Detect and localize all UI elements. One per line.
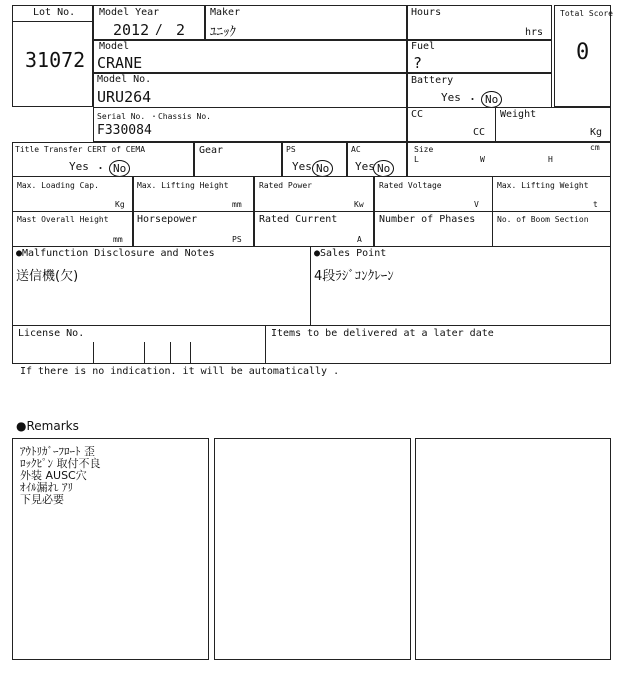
horsepower-unit: PS — [232, 235, 242, 244]
fuel-value: ? — [413, 54, 423, 72]
title-no: No — [109, 160, 130, 177]
rated-voltage-unit: V — [474, 200, 479, 209]
later-items-label: Items to be delivered at a later date — [271, 328, 494, 339]
malfunction-label: ●Malfunction Disclosure and Notes — [16, 248, 215, 259]
serial-value: F330084 — [97, 123, 152, 138]
size-w: W — [480, 155, 485, 164]
title-transfer-label: Title Transfer CERT of CEMA — [15, 145, 146, 154]
model-value: CRANE — [97, 54, 143, 72]
battery-no: No — [481, 91, 502, 108]
boom-label: No. of Boom Section — [497, 215, 589, 224]
sales-point-label: ●Sales Point — [314, 248, 387, 259]
remark-line-4: ｵｲﾙ漏れ ｱﾘ — [20, 481, 73, 494]
lot-label: Lot No. — [33, 7, 76, 18]
ps-label: PS — [286, 145, 296, 154]
mast-unit: mm — [113, 235, 123, 244]
remark-line-2: ﾛｯｸﾋﾟﾝ 取付不良 — [20, 457, 101, 470]
size-label: Size — [414, 145, 434, 154]
ac-no-circled — [373, 157, 394, 177]
model-year-separator: / — [155, 23, 163, 38]
total-score-value: 0 — [576, 40, 590, 65]
footnote: If there is no indication. it will be automatically . — [20, 366, 340, 377]
battery-dot: ・ — [467, 93, 478, 106]
gear-label: Gear — [199, 145, 224, 156]
model-no-label: Model No. — [97, 74, 152, 85]
title-no-circled — [109, 157, 130, 177]
fuel-label: Fuel — [411, 41, 436, 52]
max-lifting-weight-unit: t — [593, 200, 598, 209]
sales-point-value: 4段ﾗｼﾞｺﾝｸﾚｰﾝ — [314, 269, 394, 284]
remarks-box-3 — [415, 438, 611, 660]
maker-label: Maker — [210, 7, 241, 18]
ps-no-circled — [312, 157, 333, 177]
battery-label: Battery — [411, 75, 454, 86]
weight-label: Weight — [500, 109, 537, 120]
cc-unit: CC — [473, 127, 486, 138]
ps-yes: Yes — [292, 160, 312, 173]
max-loading-unit: Kg — [115, 200, 125, 209]
ac-yes: Yes — [355, 160, 375, 173]
model-year-value: 2012 — [113, 21, 150, 39]
title-yes: Yes — [69, 160, 89, 173]
battery-no-circled — [481, 88, 502, 108]
size-l: L — [414, 155, 419, 164]
size-unit: cm — [590, 143, 600, 152]
max-loading-label: Max. Loading Cap. — [17, 181, 99, 190]
rated-current-label: Rated Current — [259, 214, 338, 225]
size-box — [407, 142, 611, 177]
weight-unit: Kg — [590, 127, 603, 138]
ac-no: No — [373, 160, 394, 177]
hours-label: Hours — [411, 7, 442, 18]
max-lifting-weight-label: Max. Lifting Weight — [497, 181, 589, 190]
remark-line-3: 外装 AUSC穴 — [20, 469, 87, 482]
license-label: License No. — [18, 328, 85, 339]
phases-label: Number of Phases — [379, 214, 476, 225]
max-lifting-height-unit: mm — [232, 200, 242, 209]
ac-label: AC — [351, 145, 361, 154]
ps-no: No — [312, 160, 333, 177]
model-label: Model — [99, 41, 130, 52]
hours-unit: hrs — [525, 27, 544, 38]
remarks-title: ●Remarks — [16, 419, 79, 433]
rated-power-label: Rated Power — [259, 181, 312, 190]
total-score-label: Total Score — [560, 9, 613, 18]
rated-voltage-label: Rated Voltage — [379, 181, 442, 190]
title-dot: ・ — [95, 162, 106, 175]
remark-line-1: ｱｳﾄﾘｶﾞｰﾌﾛｰﾄ 歪 — [20, 445, 95, 458]
rated-current-unit: A — [357, 235, 362, 244]
battery-yes: Yes — [441, 91, 461, 104]
mast-label: Mast Overall Height — [17, 215, 109, 224]
remark-line-5: 下見必要 — [20, 493, 64, 506]
model-year-label: Model Year — [99, 7, 160, 18]
remarks-box-2 — [214, 438, 411, 660]
size-h: H — [548, 155, 553, 164]
cc-label: CC — [411, 109, 424, 120]
model-month-value: 2 — [176, 21, 186, 39]
malfunction-value: 送信機(欠) — [16, 269, 79, 284]
max-lifting-height-label: Max. Lifting Height — [137, 181, 229, 190]
rated-power-unit: Kw — [354, 200, 364, 209]
maker-value: ﾕﾆｯｸ — [210, 25, 236, 40]
lot-number: 31072 — [25, 48, 86, 72]
model-no-value: URU264 — [97, 88, 152, 106]
serial-label: Serial No. ・Chassis No. — [97, 112, 211, 121]
horsepower-label: Horsepower — [137, 214, 198, 225]
